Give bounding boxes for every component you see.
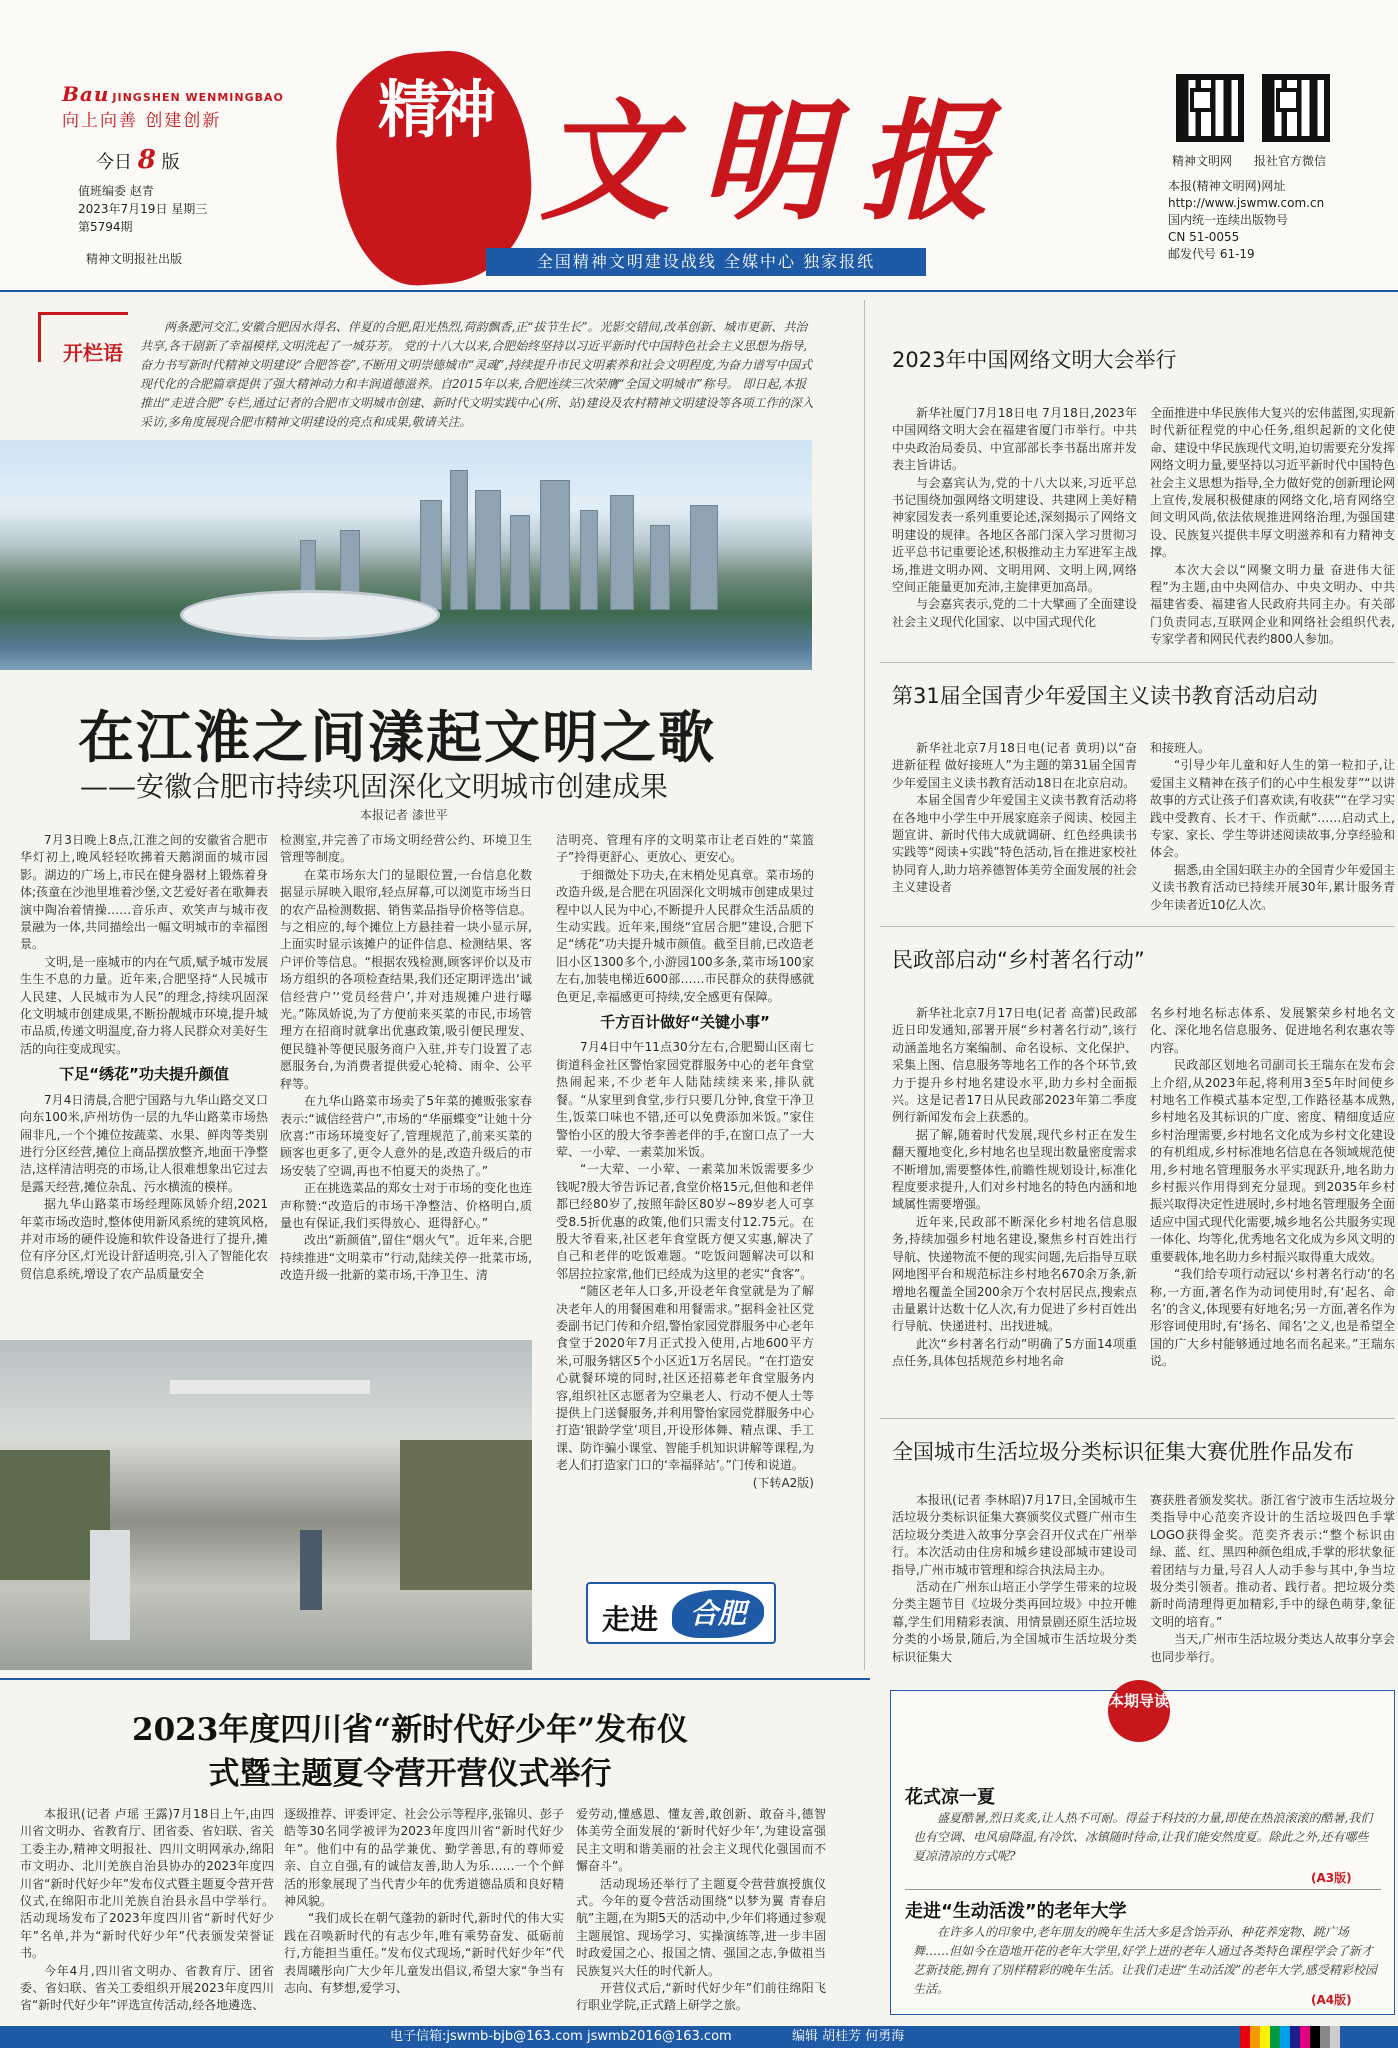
today-pages: 今日 8 版 [96,145,180,175]
editor-line: 值班编委 赵青 [78,184,154,198]
color-swatch [1270,2026,1280,2048]
qr-code-icon[interactable] [1176,74,1244,142]
section-subhead: 千方百计做好“关键小事” [600,1013,770,1032]
paragraph: 新华社北京7月18日电(记者 黄玥)以“奋进新征程 做好接班人”为主题的第31届全国青少年爱国主义读书教育活动18日在北京启动。 [892,741,1137,790]
date-line: 2023年7月19日 星期三 [78,202,208,216]
article-column [892,1005,1137,1405]
article-column [892,405,1137,645]
guide-item-text: 盛夏酷暑,烈日炙炙,让人热不可耐。得益于科技的力量,即使在热浪滚滚的酷暑,我们也有空调、电风扇降温,有冷饮、冰镇随时待命,让我们能安然度夏。除此之外,还有哪些夏凉清凉的方式呢? [913,1811,1373,1863]
article-column [284,1806,564,2021]
website-link[interactable]: http://www.jswmw.com.cn [1168,196,1325,210]
paragraph: 当天,广州市生活垃圾分类达人故事分享会也同步举行。 [1150,1632,1395,1664]
article-title[interactable]: 第31届全国青少年爱国主义读书教育活动启动 [892,684,1318,708]
masthead [0,0,1398,290]
paragraph: 本报讯(记者 卢瑶 王露)7月18日上午,由四川省文明办、省教育厅、团省委、省妇联、省关工委主办,精神文明报社、四川文明网承办,绵阳市文明办、北川羌族自治县协办的2023年度四川省“新时代好少年”发布仪式暨主题夏令营开营仪式,在绵阳市北川羌族自治县永昌中学举行。活动现场发布了2023年度四川省“新时代好少年”名单,并为“新时代好少年”代表颁发荣誉证书。 [20,1807,274,1961]
main-subheadline: ——安徽合肥市持续巩固深化文明城市创建成果 [80,770,669,803]
article-column [576,1806,826,2021]
article-column [1150,1492,1395,1672]
column-badge [586,1582,776,1644]
divider [880,1418,1395,1419]
info-line: 本报(精神文明网)网址 [1168,179,1286,193]
paragraph: 此次“乡村著名行动”明确了5方面14项重点任务,具体包括规范乡村地名命 [892,1336,1137,1369]
color-swatch [1310,2026,1320,2048]
qr-label: 报社官方微信 [1254,154,1327,168]
color-swatch [1290,2026,1300,2048]
info-line: 邮发代号 61-19 [1168,247,1255,261]
paragraph: “引导少年儿童和好人生的第一粒扣子,让爱国主义精神在孩子们的心中生根发芽”“以讲故事的方式让孩子们喜欢读,有收获”“在学习实践中受教育、长才干、作贡献”……启动式上,专家、家长、学生等讲述阅读故事,分享经验和体会。 [1150,758,1395,860]
paragraph: 文明,是一座城市的内在气质,赋予城市发展生生不息的力量。近年来,合肥坚持“人民城市人民建、人民城市为人民”的理念,持续巩固深化文明城市创建成果,不断扮靓城市环境,提升城市品质,传递文明温度,奋力将人民群众对美好生活的向往变成现实。 [20,954,268,1056]
divider [880,662,1395,663]
guide-item-title[interactable]: 走进“生动活泼”的老年大学 [905,1901,1127,1922]
paragraph: 赛获胜者颁发奖状。浙江省宁波市生活垃圾分类指导中心范奕齐设计的生活垃圾四色手掌LOGO获得金奖。范奕齐表示:“整个标识由绿、蓝、红、黑四种颜色组成,手掌的形状象征着团结与力量,号召人人动手参与其中,争当垃圾分类引领者。推动者、践行者。把垃圾分类新时尚清理得更加精彩,手中的绿色萌芽,象征文明的培育。” [1150,1493,1395,1629]
section-subhead: 下足“绣花”功夫提升颜值 [59,1065,229,1084]
city-aerial-photo [0,440,812,670]
footer-bar [0,2026,1398,2048]
main-headline: 在江淮之间漾起文明之歌 [78,705,716,771]
seal-text: 精神 [377,73,490,146]
paragraph: 7月4日清晨,合肥宁国路与九华山路交叉口向东100米,庐州坊伪一层的九华山路菜市场热闹非凡,一个个摊位按蔬菜、水果、鲜肉等类别进行分区经营,摊位上商品摆放整齐,地面干净整洁,这样清洁明亮的市场,让人很难想象出它过去是露天经营,摊位杂乱、污水横流的模样。 [20,1092,268,1194]
continued-note: (下转A2版) [752,1475,814,1490]
color-swatch [1240,2026,1250,2048]
masthead-meta [78,182,207,236]
paragraph: 新华社厦门7月18日电 7月18日,2023年中国网络文明大会在福建省厦门市举行。中共中央政治局委员、中宣部部长李书磊出席并发表主旨讲话。 [892,406,1137,473]
article-column [556,832,814,1572]
paragraph: 据悉,由全国妇联主办的全国青少年爱国主义读书教育活动已持续开展30年,累计服务青少年读者近10亿人次。 [1150,862,1395,910]
paragraph: 名乡村地名标志体系、发展繁荣乡村地名文化、深化地名信息服务、促进地名利农惠农等内容。 [1150,1006,1395,1055]
paragraph: 新华社北京7月17日电(记者 高蕾)民政部近日印发通知,部署开展“乡村著名行动”,该行动涵盖地名方案编制、命名设标、文化保护、采集上图、信息服务等地名工作的各个环节,致力于提升乡村地名建设水平,助力乡村全面振兴。这是记者17日从民政部2023年第二季度例行新闻发布会上获悉的。 [892,1006,1137,1125]
paragraph: 检测室,并完善了市场文明经营公约、环境卫生管理等制度。 [280,833,532,865]
paragraph: 逐级推荐、评委评定、社会公示等程序,张锦贝、彭子皓等30名同学被评为2023年度四川省“新时代好少年”。他们中有的品学兼优、勤学善思,有的尊师爱亲、自立自强,有的诚信友善,助人为乐……一个个鲜活的形象展现了当代青少年的优秀道德品质和良好精神风貌。 [284,1807,564,1909]
paragraph: 近年来,民政部不断深化乡村地名信息服务,持续加强乡村地名建设,聚焦乡村百姓出行导航、快递物流不便的现实问题,先后指导互联网地图平台和规范标注乡村地名670余万条,新增地名覆盖全国200余万个农村居民点,搜索点击量累计达数十亿人次,有力促进了乡村百姓出行导航、快递进村、出找进城。 [892,1214,1137,1334]
masthead-slogan: 向上向善 创建创新 [62,111,222,131]
paragraph: 和接班人。 [1150,741,1211,755]
article-column [892,740,1137,910]
issue-guide-badge: 本期导读 [1108,1680,1170,1742]
article-column [1150,405,1395,645]
paragraph: 7月4日中午11点30分左右,合肥蜀山区南七街道科金社区警怡家园党群服务中心的老年食堂热闹起来,不少老年人陆陆续续来来,排队就餐。“从家里到食堂,步行只要几分钟,食堂干净卫生,饭菜口味也不错,还可以免费添加米饭。”家住警怡小区的殷大爷李善老伴的手,在窗口点了一大荤、一小荤、一素菜加米饭。 [556,1040,814,1159]
article-title[interactable]: 2023年中国网络文明大会举行 [892,348,1177,372]
market-photo [0,1340,532,1670]
footer-email[interactable]: 电子信箱:jswmb-bjb@163.com jswmb2016@163.com [390,2029,732,2044]
paragraph: “我们给专项行动冠以‘乡村著名行动’的名称,一方面,著名作为动词使用时,有‘起名、命名’的含义,体现要有好地名;另一方面,著名作为形容词使用时,有‘扬名、闻名’之义,也是希望全国的广大乡村能够通过地名而名起来。”王瑞东说。 [1150,1267,1395,1369]
info-line: CN 51-0055 [1168,230,1240,244]
paragraph: 正在挑选菜品的郑女士对于市场的变化也连声称赞:“改造后的市场干净整洁、价格明白,质量也有保证,我们买得放心、逛得舒心。” [280,1181,532,1230]
column-badge-text: 走进 [602,1603,659,1636]
qr-code-icon[interactable] [1262,74,1330,142]
masthead-info [1168,178,1324,263]
divider [880,926,1395,927]
article-column [1150,740,1395,910]
paragraph: 在九华山路菜市场卖了5年菜的摊贩张家春表示:“诚信经营户”,市场的“华丽蝶变”让她十分欣喜:“市场环境变好了,管理规范了,前来买菜的顾客也更多了,更令人意外的是,改造升级后的市场安装了空调,再也不怕夏天的炎热了。” [280,1094,532,1178]
paragraph: 与会嘉宾认为,党的十八大以来,习近平总书记围绕加强网络文明建设、共建网上美好精神家园发表一系列重要论述,深刻揭示了网络文明建设的规律。各地区各部门深入学习贯彻习近平总书记重要论述,积极推动主力军进军主战场,推进文明办网、文明用网、文明上网,网络空间正能量更加充沛,主旋律更加高昂。 [892,475,1137,595]
column-intro: 两条淝河交汇,安徽合肥因水得名、伴夏的合肥,阳光热烈,荷韵飘香,正“拔节生长”。光影交错间,改革创新、城市更新、共治共享,各干剧新了幸福模样,文明洗起了一城芬芳。 党的十八大以来,合肥始终坚持以习近平新时代中国特色社会主义思想为指导,奋力书写新时代精神文明建设“合肥答卷”,不断用文明崇德城市“灵魂”,持续提升市民文明素养和社会文明程度,为奋力谱写中国式现代化的合肥篇章提供了强大精神动力和丰润道德滋养。自2015年以来,合肥连续三次荣膺“全国文明城市”称号。 即日起,本报推出“走进合肥”专栏,通过记者的合肥市文明城市创建、新时代文明实践中心(所、站)建设及农村精神文明建设等各项工作的深入采访,多角度展现合肥市精神文明建设的亮点和成果,敬请关注。 [140,320,814,429]
publisher: 精神文明报社出版 [86,252,183,266]
paragraph: 与会嘉宾表示,党的二十大擘画了全面建设社会主义现代化国家、以中国式现代化 [892,597,1137,629]
footer-editor: 编辑 胡桂芳 何勇海 [792,2029,905,2044]
divider [864,300,865,1670]
brand-logo: Bau JINGSHEN WENMINGBAO [62,82,284,106]
article-column [20,1806,274,2021]
article-column [280,832,532,1337]
qr-label: 精神文明网 [1172,154,1233,168]
guide-item-ref[interactable]: (A3版) [1311,1871,1352,1885]
column-tag [38,312,128,365]
paragraph: 活动在广州东山培正小学学生带来的垃圾分类主题节目《垃圾分类再回垃圾》中拉开帷幕,学生们用精彩表演、用情景剧还原生活垃圾分类的小场景,随后,为全国城市生活垃圾分类标识征集大 [892,1580,1137,1664]
article-column [1150,1005,1395,1405]
color-swatch [1320,2026,1330,2048]
color-swatch [1250,2026,1260,2048]
paragraph: 全面推进中华民族伟大复兴的宏伟蓝图,实现新时代新征程党的中心任务,组织起新的文化使命、建设中华民族现代文明,迫切需要充分发挥网络文明力量,要坚持以习近平新时代中国特色社会主义思想为指导,全力做好党的创新理论网上宣传,发展积极健康的网络文化,培育网络空间文明风尚,依法依规推进网络治理,为强国建设、民族复兴提供丰厚文明滋养和有力精神支撑。 [1150,406,1395,560]
article-column [892,1492,1137,1672]
paragraph: 改出“新颜值”,留住“烟火气”。近年来,合肥持续推进“文明菜市”行动,陆续关停一批菜市场,改造升级一批新的菜市场,干净卫生、清 [280,1233,532,1283]
divider [905,1889,1381,1890]
divider [0,290,1398,292]
article-title[interactable]: 2023年度四川省“新时代好少年”发布仪式暨主题夏令营开营仪式举行 [132,1712,688,1792]
divider [0,1678,870,1680]
paragraph: 活动现场还举行了主题夏令营营旗授旗仪式。今年的夏令营活动围绕“以梦为翼 青春启航”主题,在为期5天的活动中,少年们将通过参观主题展馆、现场学习、实操演练等,进一步丰固时政爱国之心、报国之情、强国之志,争做祖当民族复兴大任的时代新人。 [576,1876,826,1978]
paragraph: 民政部区划地名司副司长王瑞东在发布会上介绍,从2023年起,将利用3至5年时间使乡村地名工作模式基本定型,工作路径基本成熟,乡村地名及其标识的广度、密度、精细度适应乡村治理需要,乡村地名文化成为乡村文化建设的有机组成,乡村标准地名信息在各领域规范使用,乡村地名管理服务水平实现跃升,地名助力乡村振兴作用得到充分显现。到2035年乡村振兴取得决定性进展时,乡村地名管理服务全面适应中国式现代化需要,城乡地名公共服务实现一体化、均等化,优秀地名文化成为乡风文明的重要载体,地名助力乡村振兴取得重大成效。 [1150,1058,1395,1264]
column-badge-city: 合肥 [672,1590,764,1638]
article-column [20,832,268,1337]
color-swatch [1260,2026,1270,2048]
guide-item-ref[interactable]: (A4版) [1311,1993,1352,2007]
column-tag-label: 开栏语 [59,337,127,366]
paragraph: 本届全国青少年爱国主义读书教育活动将在各地中小学生中开展家庭亲子阅读、校园主题宣讲、新时代伟大成就调研、红色经典读书实践等“阅读+实践”特色活动,旨在推进家校社协同育人,助力培养德智体美劳全面发展的社会主义建设者 [892,793,1137,895]
masthead-banner: 全国精神文明建设战线 全媒中心 独家报纸 [486,248,926,276]
issue-line: 第5794期 [78,220,133,234]
paragraph: 爱劳动,懂感恩、懂友善,敢创新、敢奋斗,德智体美劳全面发展的‘新时代好少年’,为建设富强民主文明和谐美丽的社会主义现代化强国而不懈奋斗”。 [576,1807,826,1874]
paragraph: 洁明亮、管理有序的文明菜市让老百姓的“菜篮子”拎得更舒心、更放心、更安心。 [556,833,814,865]
paragraph: 7月3日晚上8点,江淮之间的安徽省合肥市华灯初上,晚风轻轻吹拂着天鹅湖面的城市园影。湖边的广场上,市民在健身器材上锻炼着身体;孩童在沙池里堆着沙堡,文艺爱好者在歌舞表演中陶冶着情操……音乐声、欢笑声与城市夜景融为一体,共同描绘出一幅文明城市的幸福图景。 [20,833,268,952]
paragraph: 据九华山路菜市场经理陈凤娇介绍,2021年菜市场改造时,整体使用新风系统的建筑风格,并对市场的硬件设施和软件设备进行了提升,摊位有序分区,灯光设计舒适明亮,引入了智能化农贸信息系统,增设了农产品质量安全 [20,1197,268,1281]
paragraph: 开营仪式后,“新时代好少年”们前往绵阳飞行职业学院,正式踏上研学之旅。 [576,1981,826,2013]
paragraph: 于细微处下功夫,在末梢处见真章。菜市场的改造升级,是合肥在巩固深化文明城市创建成果过程中以人民为中心,不断提升人民群众生活品质的生动实践。近年来,围绕“宜居合肥”建设,合肥下足“绣花”功夫提升城市颜值。截至目前,已改造老旧小区1300多个,小游园100多条,菜市场100家左右,加装电梯近600部……市民群众的获得感就色更足,幸福感更可持续,安全感更有保障。 [556,867,814,1004]
paragraph: “我们成长在朝气蓬勃的新时代,新时代的伟大实践在召唤新时代的有志少年,唯有乘势奋发、砥砺前行,方能担当重任。”发布仪式现场,“新时代好少年”代表周曦彤向广大少年儿童发出倡议,希望大家“争当有志向、有梦想,爱学习、 [284,1911,564,1996]
color-swatch [1300,2026,1310,2048]
paragraph: “随区老年人口多,开设老年食堂就是为了解决老年人的用餐困难和用餐需求。”据科金社区党委副书记门传和介绍,警怡家园党群服务中心老年食堂于2020年7月正式投入使用,占地600平方米,可服务辖区5个小区近1万名居民。“在打造安心就餐环境的同时,社区还招募老年食堂服务内容,组织社区志愿者为空巢老人、行动不便人士等提供上门送餐服务,并利用警怡家园党群服务中心打造‘银龄学堂’项目,开设形体舞、精点课、手工课、防诈骗小课堂、智能手机知识讲解等课程,为老人们打造家门口的‘幸福驿站’。”门传和说道。 [556,1284,814,1473]
article-title[interactable]: 民政部启动“乡村著名行动” [892,948,1145,972]
info-line: 国内统一连续出版物号 [1168,213,1289,227]
paragraph: 据了解,随着时代发展,现代乡村正在发生翻天覆地变化,乡村地名也呈现出数量密度需求不断增加,需要整体性,前瞻性规划设计,标准化程度要求提升,人们对乡村地名的特色内涵和地域属性需要增强。 [892,1127,1137,1212]
guide-item-title[interactable]: 花式凉一夏 [905,1787,995,1808]
newspaper-title: 文明报 [540,85,1021,238]
paragraph: 本次大会以“网聚文明力量 奋进伟大征程”为主题,由中央网信办、中央文明办、中共福建省委、福建省人民政府共同主办。有关部门负责同志,互联网企业和网络社会组织代表,专家学者和网民代表约800人参加。 [1150,562,1395,645]
paragraph: 在菜市场东大门的显眼位置,一台信息化数据显示屏映入眼帘,轻点屏幕,可以浏览市场当日的农产品检测数据、销售菜品指导价格等信息。与之相应的,每个摊位上方悬挂着一块小显示屏,上面实时显示该摊户的证件信息、检测结果、客户评价等信息。“根据农残检测,顾客评价以及市场方组织的各项检查结果,我们还定期评选出‘诚信经营户’‘党员经营户’,并对违规摊户进行曝光。”陈凤娇说,为了方便前来买菜的市民,市场管理方在招商时就拿出优惠政策,吸引便民理发、便民缝补等便民服务商户入驻,并专门设置了志愿服务台,为消费者提供爱心轮椅、雨伞、公平秤等。 [280,867,532,1091]
paragraph: “一大荤、一小荤、一素菜加米饭需要多少钱呢?殷大爷告诉记者,食堂价格15元,但他和老伴都已经80岁了,按照年龄区80岁~89岁老人可享受8.5折优惠的政策,他们只需支付12.75元。在殷大爷看来,社区老年食堂既方便又实惠,解决了自己和老伴的吃饭难题。“吃饭问题解决可以和邻居拉拉家常,他们已经成为这里的老实“食客”。 [556,1162,814,1281]
byline: 本报记者 漆世平 [360,808,448,822]
article-title[interactable]: 全国城市生活垃圾分类标识征集大赛优胜作品发布 [892,1440,1354,1464]
paragraph: 今年4月,四川省文明办、省教育厅、团省委、省妇联、省关工委组织开展2023年度四川省“新时代好少年”评选宣传活动,经各地遴选、 [20,1963,274,2013]
guide-item-text: 在许多人的印象中,老年朋友的晚年生活大多是含饴弄孙、种花养宠物、跳广场舞……但如今在造地开花的老年大学里,好学上进的老年人通过各类特色课程学会了新才艺新技能,拥有了别样精彩的晚年生活。让我们走进“生动活泼”的老年大学,感受精彩校园生活。 [913,1925,1377,1996]
color-swatch [1330,2026,1340,2048]
paragraph: 本报讯(记者 李林昭)7月17日,全国城市生活垃圾分类标识征集大赛颁奖仪式暨广州市生活垃圾分类进入故事分享会召开仪式在广州举行。本次活动由住房和城乡建设部城市建设司指导,广州市城市管理和综合执法局主办。 [892,1493,1137,1577]
color-swatch [1280,2026,1290,2048]
